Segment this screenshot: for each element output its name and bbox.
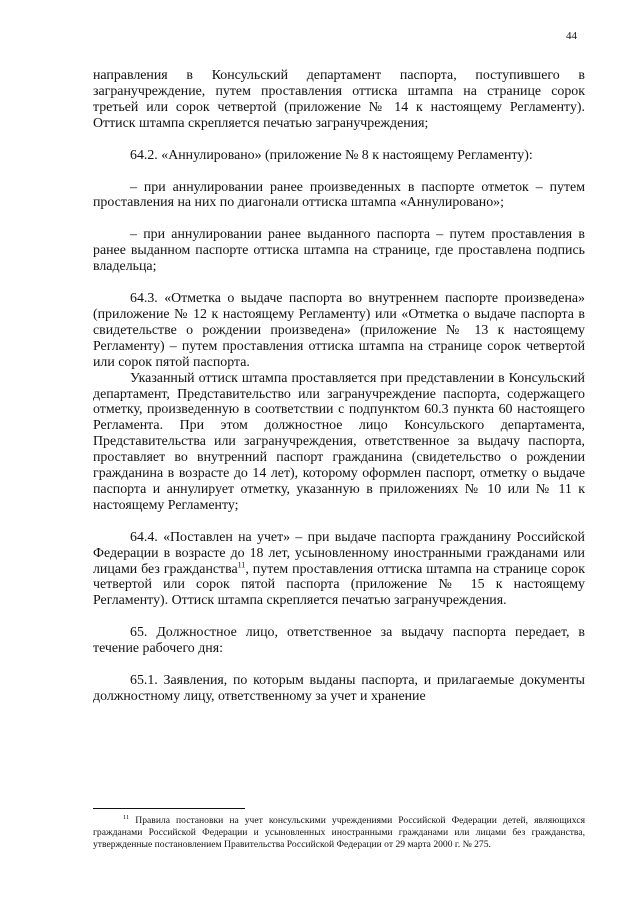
footnote-text: Правила постановки на учет консульскими учреждениями Российской Федерации детей, являющихся гражданами Российской Федерации и усыновленных иностранными гражданами или лицами без гражданства, утвержденные постановлением Правительства Российской Федерации от 29 марта 2000 г. № 275. [93,815,585,850]
footnote-reference: 11 [237,559,246,569]
paragraph-continuation: направления в Консульский департамент паспорта, поступившего в загранучреждение, путем проставления оттиска штампа на странице сорок третьей или сорок четвертой (приложение № 14 к настоящему Регламенту). Оттиск штампа скрепляется печатью загранучреждения; [93,68,585,131]
footnote-divider [93,808,245,809]
paragraph-64-4 [93,530,585,610]
paragraph-stamp-details: Указанный оттиск штампа проставляется при представлении в Консульский департамент, Представительство или загранучреждение паспорта, содержащего отметку, произведенную в соответствии с подпунктом 60.3 пункта 60 настоящего Регламента. При этом должностное лицо Консульского департамента, Представительства или загранучреждения, ответственное за выдачу паспорта, проставляет во внутренний паспорт гражданина (свидетельство о рождении гражданина в возрасте до 14 лет), которому оформлен паспорт, отметку о выдаче паспорта и аннулирует отметку, указанную в приложениях № 10 или № 11 к настоящему Регламенту; [93,370,585,513]
page-number: 44 [566,30,577,42]
paragraph-64-4-text-cont: , путем проставления оттиска штампа на странице сорок четвертой или сорок пятой паспорта (приложение № 15 к настоящему Регламенту). Оттиск штампа скрепляется печатью загранучреждения. [93,561,585,609]
paragraph-64-3: 64.3. «Отметка о выдаче паспорта во внутреннем паспорте произведена» (приложение № 12 к настоящему Регламенту) или «Отметка о выдаче паспорта в свидетельстве о рождении произведена» (приложение № 13 к настоящему Регламенту) – путем проставления оттиска штампа на странице сорок четвертой или сорок пятой паспорта. [93,291,585,370]
paragraph-annul-passport: – при аннулировании ранее выданного паспорта – путем проставления в ранее выданном паспорте оттиска штампа на странице, где проставлена подпись владельца; [93,227,585,275]
paragraph-annul-marks: – при аннулировании ранее произведенных в паспорте отметок – путем проставления на них по диагонали оттиска штампа «Аннулировано»; [93,179,585,211]
document-body [93,68,585,705]
paragraph-65: 65. Должностное лицо, ответственное за выдачу паспорта передает, в течение рабочего дня: [93,625,585,657]
footnote [93,815,585,851]
footnote-paragraph [93,815,585,851]
paragraph-64-2: 64.2. «Аннулировано» (приложение № 8 к настоящему Регламенту): [130,147,533,163]
footnote-marker: 11 [123,813,130,821]
paragraph-65-1: 65.1. Заявления, по которым выданы паспорта, и прилагаемые документы должностному лицу, ответственному за учет и хранение [93,673,585,704]
paragraph-64-4-text: 64.4. «Поставлен на учет» – при выдаче паспорта гражданину Российской Федерации в возрасте до 18 лет, усыновленному иностранными гражданами или лицами без гражданства [93,529,585,577]
